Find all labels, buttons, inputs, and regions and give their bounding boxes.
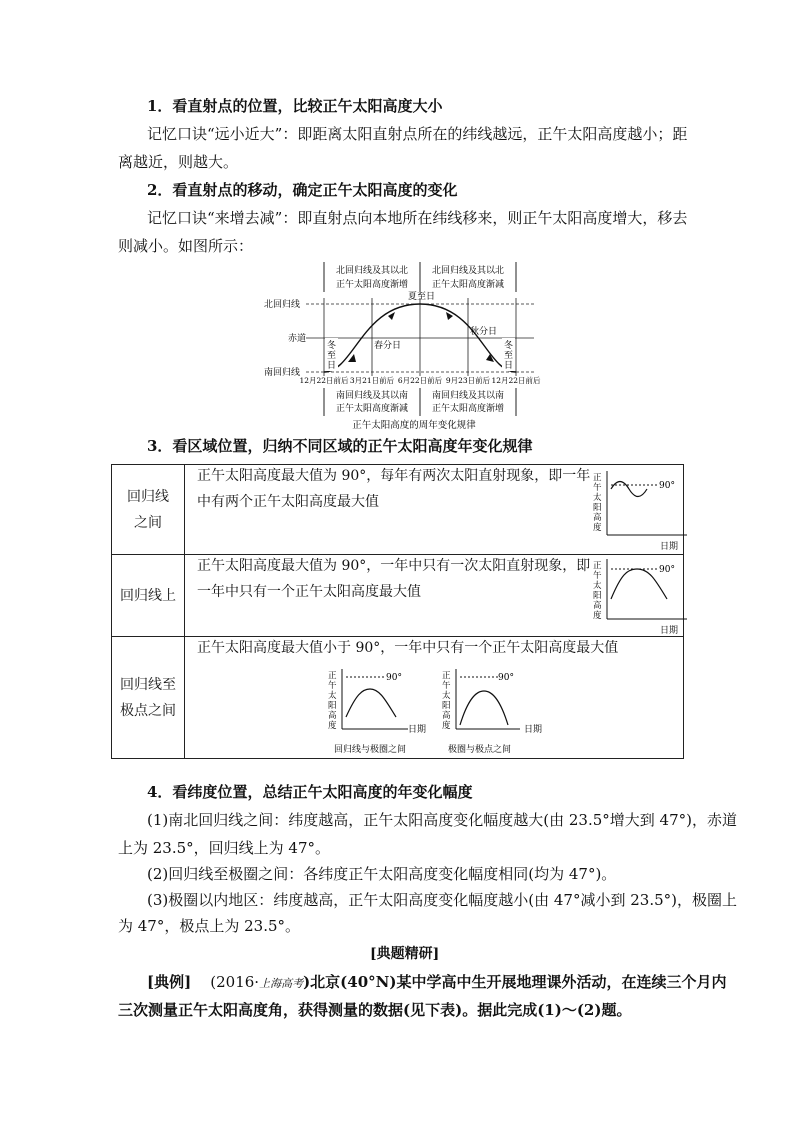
example-label: [典例]: [147, 973, 192, 991]
bottom-right-label-2: 正午太阳高度渐增: [431, 404, 505, 414]
svg-text:太: 太: [593, 581, 602, 591]
winter-solstice-left-3: 日: [327, 361, 337, 371]
row-content: [185, 637, 684, 759]
date-label-4: 9月23日前后: [445, 376, 491, 385]
mini-90-label: 90°: [659, 565, 675, 575]
svg-text:太: 太: [328, 691, 337, 701]
row-label-line: 极点之间: [120, 702, 176, 719]
row-text: 正午太阳高度最大值为 90°，每年有两次太阳直射现象，即一年: [197, 468, 591, 484]
mini-90-label: 90°: [498, 673, 514, 683]
svg-text:度: 度: [593, 523, 602, 533]
top-right-label-1: 北回归线及其以北: [431, 266, 505, 276]
row-text: 正午太阳高度最大值小于 90°，一年中只有一个正午太阳高度最大值: [197, 640, 619, 656]
example-text: )北京(40°N)某中学高中生开展地理课外活动，在连续三个月内: [303, 973, 727, 991]
table-row: [112, 465, 684, 555]
mini-x-label: 日期: [660, 626, 679, 636]
top-left-label-2: 正午太阳高度渐增: [335, 280, 409, 290]
section-2-title: 2．看直射点的移动，确定正午太阳高度的变化: [147, 181, 458, 199]
south-tropic-label: 南回归线: [264, 368, 301, 378]
svg-text:高: 高: [442, 711, 451, 721]
svg-text:午: 午: [593, 483, 602, 493]
svg-text:阳: 阳: [593, 503, 602, 513]
example-header: [典题精研]: [370, 946, 440, 962]
row-text-cont: 中有两个正午太阳高度最大值: [197, 494, 379, 510]
bottom-right-label-1: 南回归线及其以南: [431, 391, 505, 401]
svg-text:正: 正: [593, 561, 602, 571]
row-content: [185, 465, 684, 555]
row-content: [185, 555, 684, 637]
svg-text:午: 午: [593, 571, 602, 581]
svg-text:高: 高: [593, 601, 602, 611]
table-row: [112, 637, 684, 759]
svg-text:高: 高: [328, 711, 337, 721]
winter-solstice-left-1: 冬: [327, 341, 337, 351]
example-source: 上海高考: [259, 977, 304, 990]
polar-caption-b: 极圈与极点之间: [448, 745, 512, 755]
noon-sun-annual-diagram: [262, 258, 562, 430]
section-4-p1-cont: 上为 23.5°，回归线上为 47°。: [118, 839, 331, 857]
row-text: 正午太阳高度最大值为 90°，一年中只有一次太阳直射现象，即: [197, 558, 591, 574]
example-line-2: 三次测量正午太阳高度角，获得测量的数据(见下表)。据此完成(1)～(2)题。: [118, 1001, 632, 1019]
mini-x-label: 日期: [524, 725, 543, 735]
polar-caption-a: 回归线与极圈之间: [334, 745, 407, 755]
section-2-text: 记忆口诀“来增去减”：即直射点向本地所在纬线移来，则正午太阳高度增大，移去: [147, 209, 688, 227]
section-1-text-cont: 离越近，则越大。: [118, 153, 239, 171]
svg-text:度: 度: [442, 721, 451, 731]
svg-text:正: 正: [328, 671, 337, 681]
svg-text:正: 正: [442, 671, 451, 681]
svg-text:阳: 阳: [593, 591, 602, 601]
svg-text:太: 太: [442, 691, 451, 701]
bottom-left-label-2: 正午太阳高度渐减: [335, 404, 409, 414]
section-2-text-cont: 则减小。如图所示：: [118, 237, 254, 255]
row-text-cont: 一年中只有一个正午太阳高度最大值: [197, 584, 421, 600]
section-4-p3: (3)极圈以内地区：纬度越高，正午太阳高度变化幅度越小(由 47°减小到 23.5°)，极圈上: [147, 891, 737, 909]
diagram-caption: 正午太阳高度的周年变化规律: [352, 420, 476, 430]
example-source-year: (2016·: [210, 973, 260, 991]
equator-label: 赤道: [288, 334, 307, 344]
section-1-text: 记忆口诀“远小近大”：即距离太阳直射点所在的纬线越远，正午太阳高度越小；距: [147, 125, 688, 143]
top-right-label-2: 正午太阳高度渐减: [431, 280, 505, 290]
winter-solstice-right-1: 冬: [504, 341, 514, 351]
mini-x-label: 日期: [660, 542, 679, 551]
section-3-title: 3．看区域位置，归纳不同区域的正午太阳高度年变化规律: [147, 437, 533, 455]
section-4-p1: (1)南北回归线之间：纬度越高，正午太阳高度变化幅度越大(由 23.5°增大到 47°)，赤道: [147, 811, 737, 829]
section-1-title: 1．看直射点的位置，比较正午太阳高度大小: [147, 97, 443, 115]
svg-text:正: 正: [593, 473, 602, 483]
winter-solstice-left-2: 至: [327, 351, 337, 361]
row-label-line: 回归线: [127, 488, 169, 505]
svg-text:午: 午: [442, 681, 451, 691]
row-label: [112, 465, 185, 555]
mini-90-label: 90°: [659, 481, 675, 491]
north-tropic-label: 北回归线: [264, 300, 301, 310]
row-label-line: 回归线上: [120, 587, 176, 604]
section-4-p2: (2)回归线至极圈之间：各纬度正午太阳高度变化幅度相同(均为 47°)。: [147, 865, 617, 883]
region-table: [111, 464, 684, 759]
mini-charts-polar: [320, 667, 560, 757]
date-label-2: 3月21日前后: [349, 376, 395, 385]
svg-text:阳: 阳: [328, 701, 337, 711]
svg-text:高: 高: [593, 513, 602, 523]
date-label-3: 6月22日前后: [397, 376, 443, 385]
top-left-label-1: 北回归线及其以北: [335, 266, 409, 276]
mini-90-label: 90°: [386, 673, 402, 683]
section-4-title: 4．看纬度位置，总结正午太阳高度的年变化幅度: [147, 783, 473, 801]
row-label-line: 之间: [134, 514, 162, 531]
mini-chart-between-tropics: [585, 467, 690, 551]
autumn-equinox-label: 秋分日: [470, 327, 498, 337]
mini-x-label: 日期: [408, 725, 427, 735]
date-label-1: 12月22日前后: [299, 376, 349, 385]
example-line-1: [147, 968, 727, 998]
svg-text:度: 度: [593, 611, 602, 621]
svg-text:太: 太: [593, 493, 602, 503]
bottom-left-label-1: 南回归线及其以南: [335, 391, 409, 401]
spring-equinox-label: 春分日: [374, 341, 402, 351]
svg-text:阳: 阳: [442, 701, 451, 711]
svg-text:度: 度: [328, 721, 337, 731]
mini-chart-on-tropic: [585, 555, 690, 637]
table-row: [112, 555, 684, 637]
row-label-line: 回归线至: [120, 676, 176, 693]
winter-solstice-right-2: 至: [504, 351, 514, 361]
row-label: [112, 637, 185, 759]
winter-solstice-right-3: 日: [504, 361, 514, 371]
section-4-p3-cont: 为 47°，极点上为 23.5°。: [118, 917, 301, 935]
row-label: [112, 555, 185, 637]
summer-solstice-label: 夏至日: [408, 292, 436, 302]
svg-text:午: 午: [328, 681, 337, 691]
date-label-5: 12月22日前后: [491, 376, 541, 385]
